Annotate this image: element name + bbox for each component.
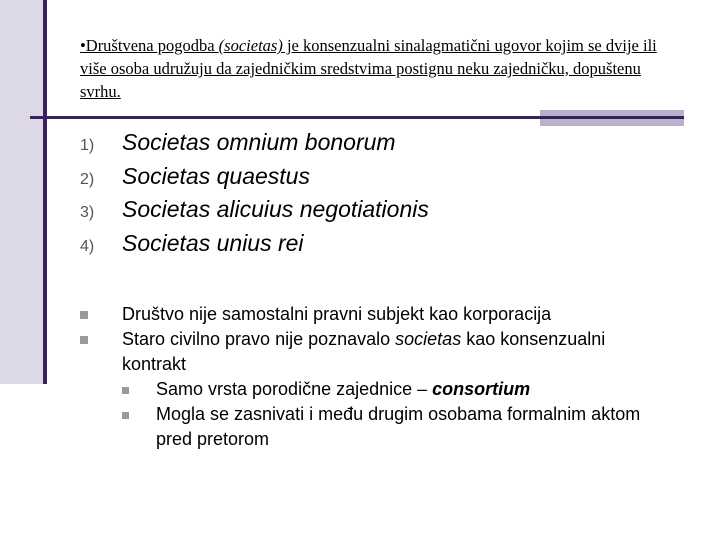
bullet-list (80, 302, 680, 452)
square-bullet-icon (80, 311, 88, 319)
item-number: 4) (80, 237, 95, 255)
item-text: Societas quaestus (122, 162, 310, 189)
square-bullet-icon (122, 387, 129, 394)
title-rest: je konsenzualni sinalagmatični ugovor kojim se dvije ili više osoba udružuju da zajedničkim sredstvima postignu neku zajedničku, dopuštenu svrhu. (80, 36, 657, 101)
sub-bullet-item (122, 377, 667, 402)
bullet-item (80, 302, 680, 327)
square-bullet-icon (122, 412, 129, 419)
sub-bullet-item (122, 402, 667, 452)
title-italic: (societas) (218, 36, 283, 55)
bullet-item (80, 327, 680, 452)
item-text: Societas omnium bonorum (122, 129, 396, 155)
slide-title (80, 34, 680, 103)
list-item (80, 163, 680, 197)
sub-bullet-text (156, 377, 646, 402)
bullet-text: Društvo nije samostalni pravni subjekt kao korporacija (122, 304, 552, 324)
sub-bullet-list (122, 377, 667, 452)
item-number: 2) (80, 170, 95, 188)
horizontal-rule (30, 116, 684, 119)
sub-bullet-text: Mogla se zasnivati i među drugim osobama formalnim aktom pred pretorom (156, 404, 641, 449)
bullet-text-pre: Staro civilno pravo nije poznavalo (122, 329, 396, 349)
sub-text-bold: consortium (432, 379, 531, 399)
title-lead: •Društvena pogodba (80, 36, 219, 55)
societas-types-list (80, 129, 680, 263)
item-number: 1) (80, 137, 95, 154)
left-bar-edge (43, 0, 47, 384)
bullet-text-italic: societas (395, 329, 462, 349)
list-item (80, 196, 680, 230)
list-item (80, 129, 680, 163)
left-decorative-bar (0, 0, 46, 384)
bullet-body (122, 327, 667, 452)
item-number: 3) (80, 204, 95, 221)
list-item (80, 230, 680, 264)
sub-text-pre: Samo vrsta porodične zajednice – (156, 379, 433, 399)
square-bullet-icon (80, 336, 88, 344)
bullet-text-post: kao konsenzualni kontrakt (122, 329, 606, 374)
item-text: Societas alicuius negotiationis (122, 196, 429, 222)
item-text: Societas unius rei (122, 229, 304, 256)
